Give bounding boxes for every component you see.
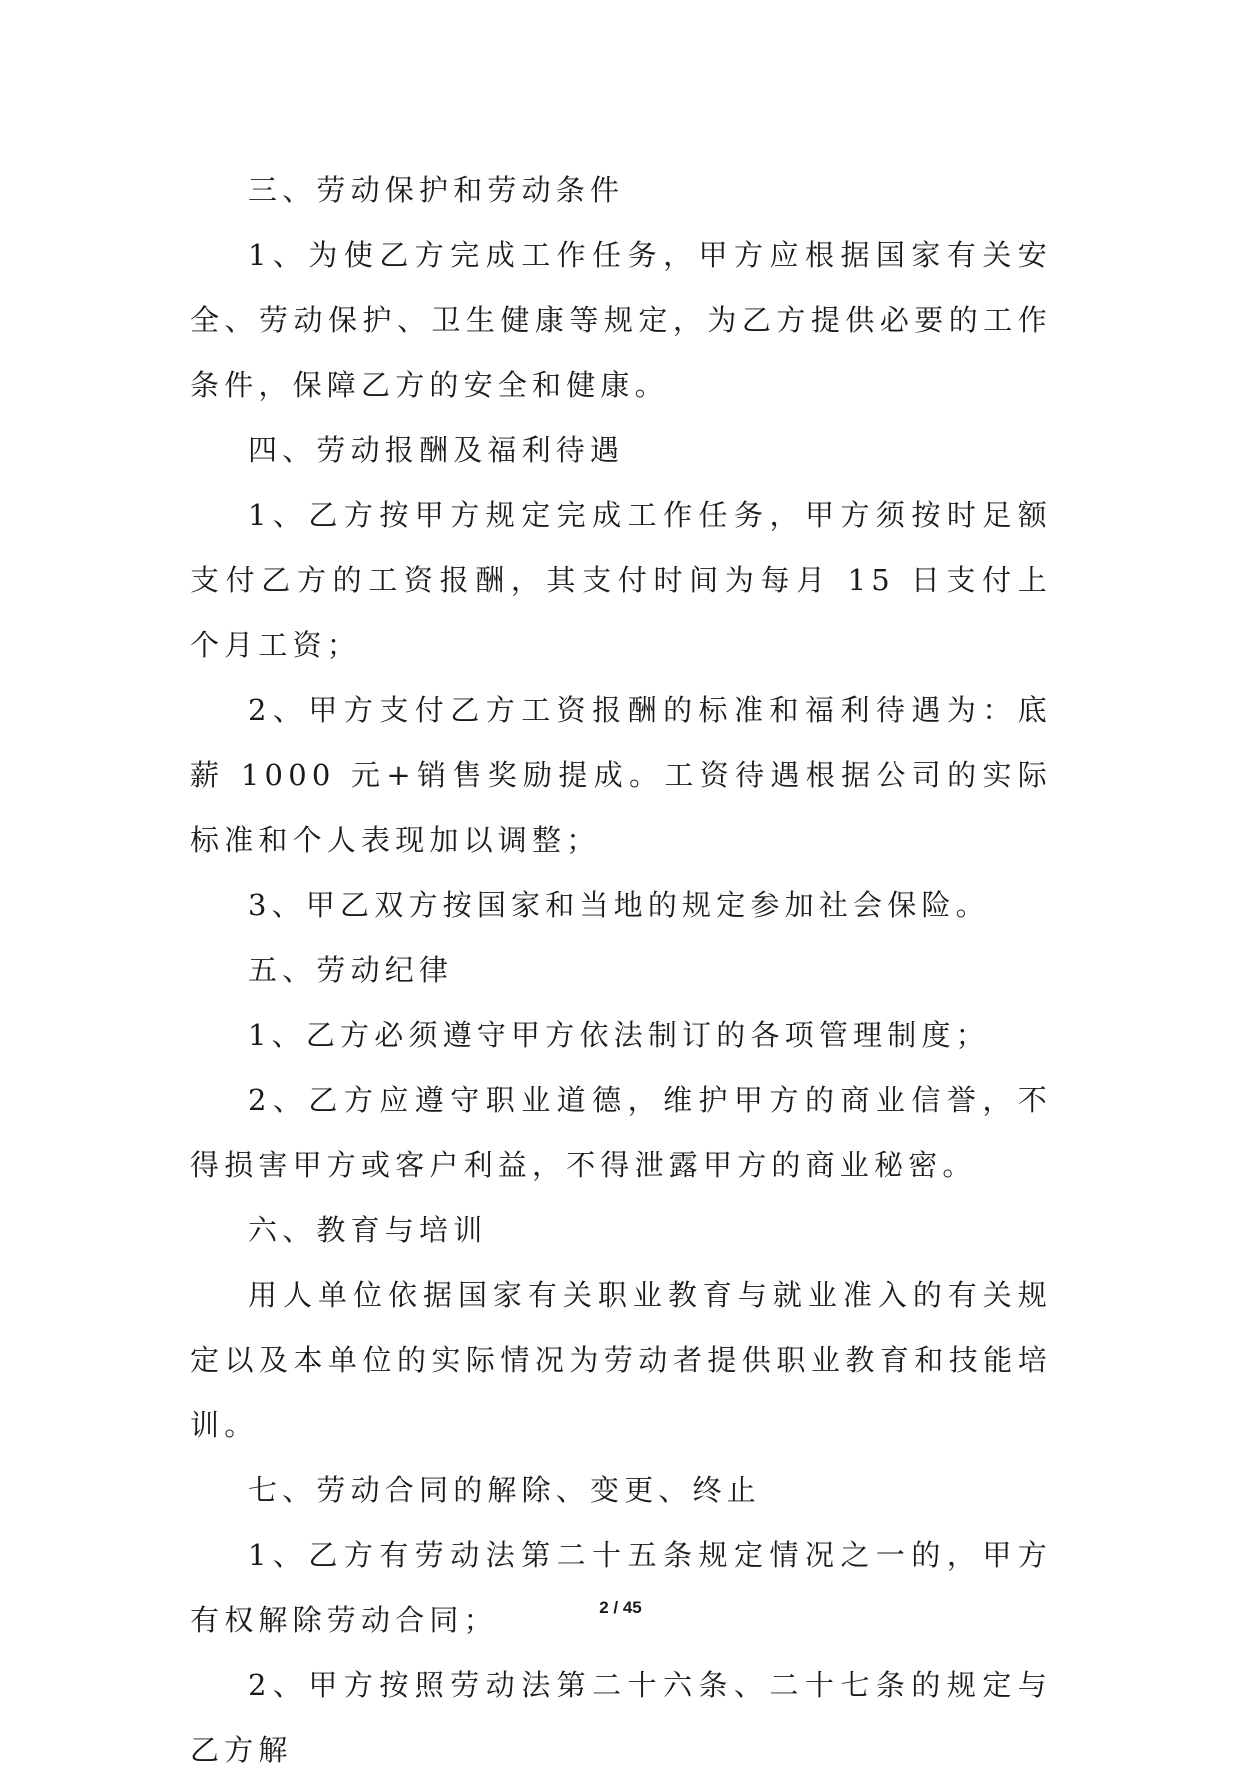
paragraph-work-conditions: 1、为使乙方完成工作任务，甲方应根据国家有关安全、劳动保护、卫生健康等规定，为乙方提供必要的工作条件，保障乙方的安全和健康。 <box>190 238 1052 402</box>
paragraph-termination-procedure: 2、甲方按照劳动法第二十六条、二十七条的规定与乙方解 <box>190 1668 1052 1767</box>
paragraph-salary-payment: 1、乙方按甲方规定完成工作任务，甲方须按时足额支付乙方的工资报酬，其支付时间为每月 15 日支付上个月工资； <box>190 498 1052 662</box>
paragraph-vocational-training: 用人单位依据国家有关职业教育与就业准入的有关规定以及本单位的实际情况为劳动者提供职业教育和技能培训。 <box>190 1278 1052 1442</box>
section-heading-termination: 七、劳动合同的解除、变更、终止 <box>248 1473 762 1507</box>
section-heading-remuneration: 四、劳动报酬及福利待遇 <box>248 433 625 467</box>
paragraph-management-rules: 1、乙方必须遵守甲方依法制订的各项管理制度； <box>248 1018 990 1052</box>
paragraph-salary-standard: 2、甲方支付乙方工资报酬的标准和福利待遇为：底薪 1000 元+销售奖励提成。工资待遇根据公司的实际标准和个人表现加以调整； <box>190 693 1052 857</box>
paragraph-social-insurance: 3、甲乙双方按国家和当地的规定参加社会保险。 <box>248 888 990 922</box>
page-number: 2 / 45 <box>599 1598 642 1617</box>
section-heading-training: 六、教育与培训 <box>248 1213 488 1247</box>
document-body <box>190 158 1052 1783</box>
section-heading-labor-protection: 三、劳动保护和劳动条件 <box>248 173 625 207</box>
paragraph-termination-rights: 1、乙方有劳动法第二十五条规定情况之一的，甲方有权解除劳动合同； <box>190 1538 1052 1637</box>
section-heading-discipline: 五、劳动纪律 <box>248 953 454 987</box>
paragraph-professional-ethics: 2、乙方应遵守职业道德，维护甲方的商业信誉，不得损害甲方或客户利益，不得泄露甲方的商业秘密。 <box>190 1083 1052 1182</box>
